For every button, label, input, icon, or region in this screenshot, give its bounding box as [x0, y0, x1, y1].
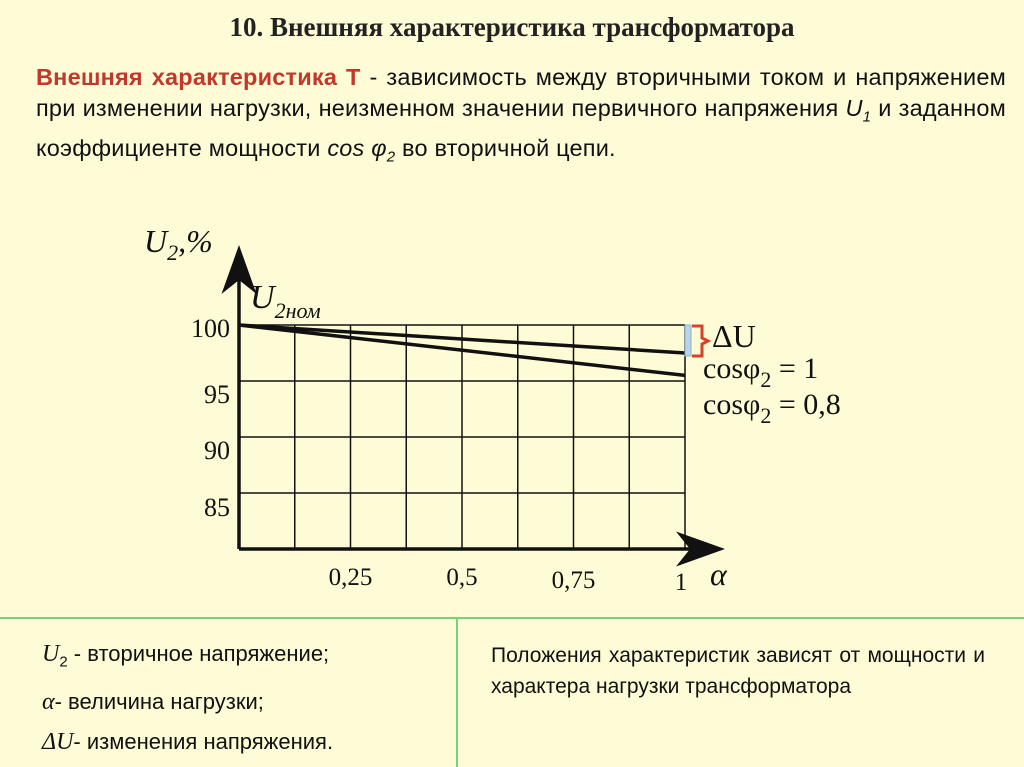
x-tick-label: 0,25	[328, 564, 373, 591]
cos-symbol: cos φ	[327, 134, 387, 161]
y-tick-label: 95	[204, 380, 230, 409]
u1-symbol: U	[845, 95, 863, 121]
x-axis-label: α	[710, 556, 727, 592]
slide-title: 10. Внешняя характеристика трансформатора	[229, 12, 795, 42]
delta-u-label: ΔU	[712, 318, 756, 354]
legend-cos-1: cosφ$_2$ = 1	[703, 352, 819, 392]
legend-item-alpha: α- величина нагрузки;	[42, 689, 264, 716]
symbol-legend	[42, 634, 333, 762]
legend-item-u2: $U_2$ - вторичное напряжение;	[42, 641, 330, 671]
definition-text-3: во вторичной цепи.	[395, 134, 616, 161]
definition-term: Внешняя характеристика Т	[36, 64, 361, 90]
characteristics-note: Положения характеристик зависят от мощности и характера нагрузки трансформатора	[491, 644, 985, 698]
y-tick-label: 100	[191, 314, 230, 343]
x-tick-label: 0,5	[446, 564, 478, 591]
y-tick-labels	[191, 314, 230, 522]
legend-item-delta-u: ΔU- изменения напряжения.	[42, 729, 334, 756]
definition-text-1: - зависимость между вторичными током и напряжением при изменении нагрузки, неизменном значении первичного напряжения	[36, 64, 1006, 121]
bottom-vertical-divider	[456, 619, 458, 767]
delta-u-marker	[685, 325, 691, 356]
bottom-divider	[0, 617, 1024, 619]
x-tick-labels	[329, 564, 688, 596]
x-tick-label: 1	[674, 569, 688, 596]
u1-subscript: 1	[862, 108, 872, 126]
y-tick-label: 85	[204, 493, 230, 522]
legend-cos-08: cosφ$_2$ = 0,8	[703, 388, 841, 428]
y-tick-label: 90	[204, 436, 230, 465]
definition-text-2: и заданном коэффициенте мощности	[36, 95, 1007, 161]
nominal-voltage-label: $U_{2ном}$	[250, 279, 321, 323]
cos-subscript: 2	[386, 148, 396, 166]
x-tick-label: 0,75	[551, 567, 596, 594]
y-axis-label: $U_2,\%$	[144, 223, 213, 265]
chart-grid	[239, 325, 685, 549]
